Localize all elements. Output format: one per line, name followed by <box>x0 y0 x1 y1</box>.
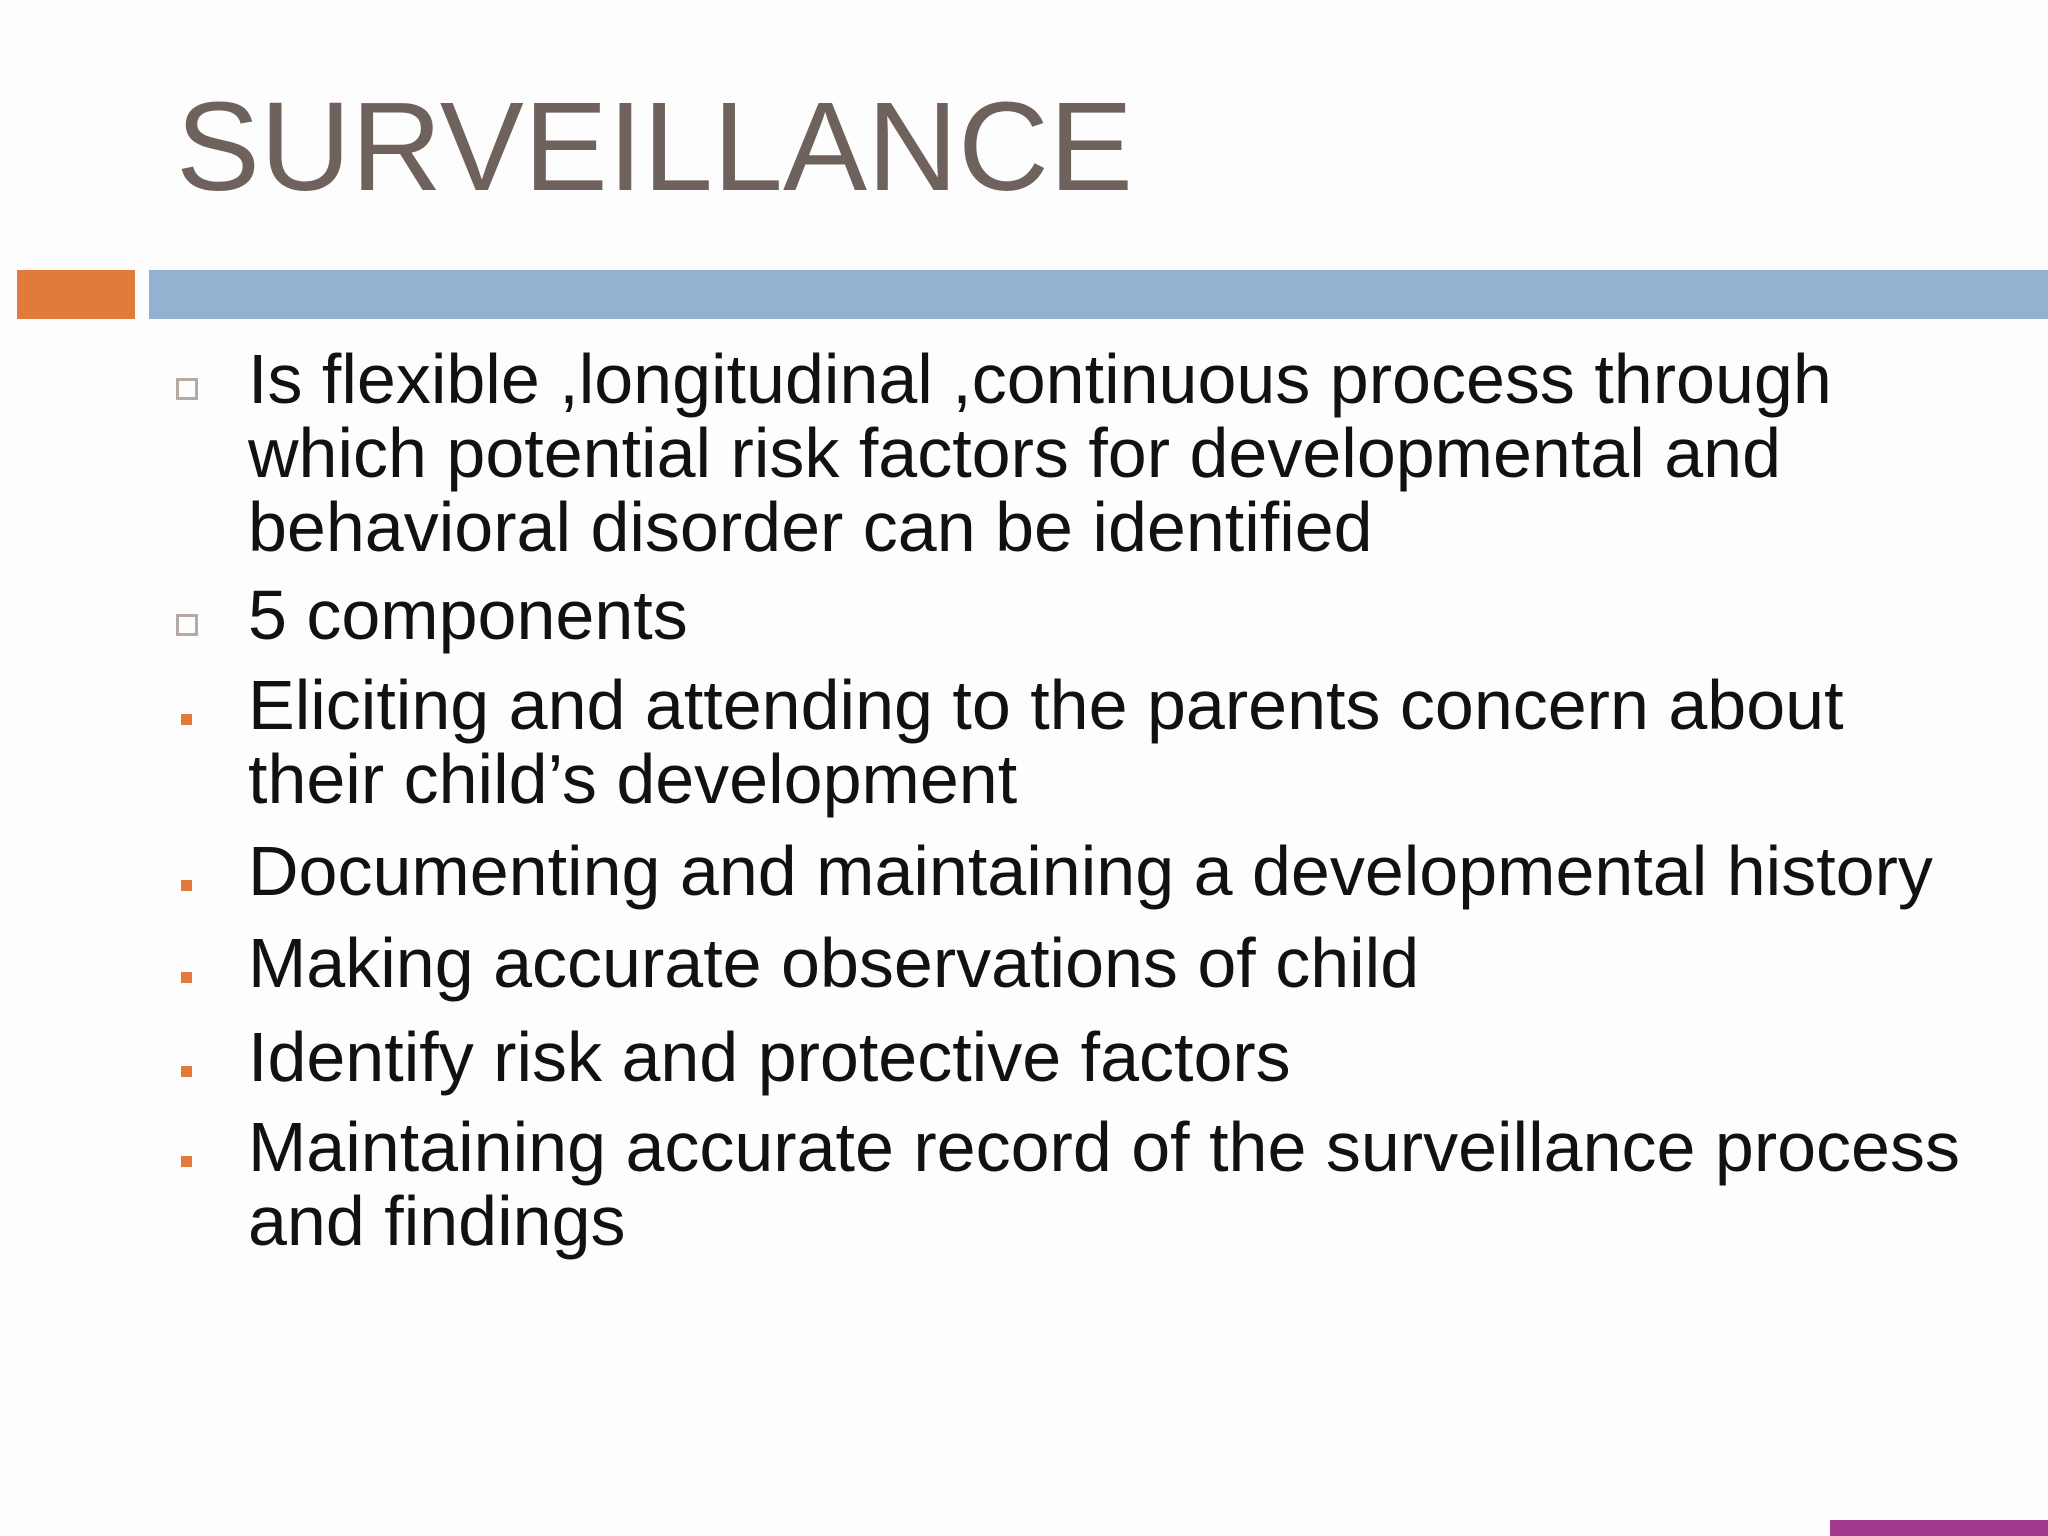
bullet-item <box>176 342 1976 564</box>
title-accent-orange-bar <box>17 270 135 319</box>
sub-bullet-text: Documenting and maintaining a developmental history <box>248 832 1933 910</box>
filled-square-bullet-icon <box>181 880 192 891</box>
sub-bullet-text: Making accurate observations of child <box>248 924 1420 1002</box>
sub-bullet-item <box>176 1110 1976 1258</box>
bullet-item <box>176 578 1976 652</box>
sub-bullet-item <box>176 834 1976 908</box>
sub-bullet-item <box>176 668 1976 816</box>
hollow-square-bullet-icon <box>176 614 198 636</box>
filled-square-bullet-icon <box>181 1066 192 1077</box>
filled-square-bullet-icon <box>181 972 192 983</box>
sub-bullet-item <box>176 1020 1976 1094</box>
filled-square-bullet-icon <box>181 1156 192 1167</box>
hollow-square-bullet-icon <box>176 378 198 400</box>
sub-bullet-text: Identify risk and protective factors <box>248 1018 1291 1096</box>
sub-bullet-text: Eliciting and attending to the parents concern about their child’s development <box>248 666 1844 818</box>
slide-title: SURVEILLANCE <box>176 76 1134 217</box>
bullet-list <box>176 342 1976 1258</box>
filled-square-bullet-icon <box>181 714 192 725</box>
sub-bullet-text: Maintaining accurate record of the surveillance process and findings <box>248 1108 1960 1260</box>
bullet-text: 5 components <box>248 576 688 654</box>
title-accent-blue-bar <box>149 270 2048 319</box>
bottom-right-accent-bar <box>1830 1520 2048 1536</box>
sub-bullet-item <box>176 926 1976 1000</box>
bullet-text: Is flexible ,longitudinal ,continuous process through which potential risk factors for developmental and behavioral disorder can be identified <box>248 340 1832 566</box>
